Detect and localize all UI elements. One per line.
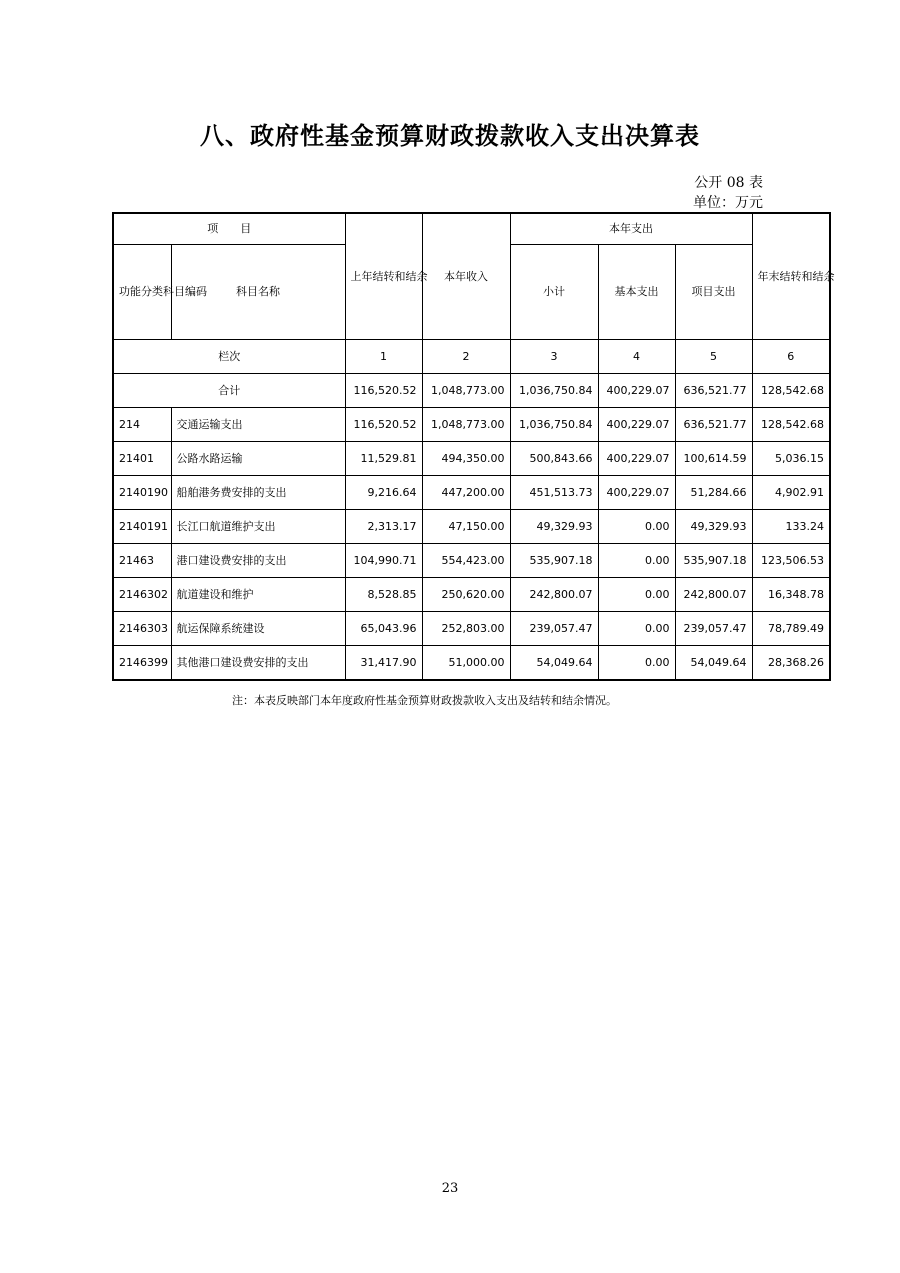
row-code: 2140191 [113, 510, 171, 544]
row-code: 2146399 [113, 646, 171, 681]
row-value: 0.00 [598, 612, 675, 646]
row-value: 1,048,773.00 [422, 408, 510, 442]
row-code: 2140190 [113, 476, 171, 510]
row-value: 47,150.00 [422, 510, 510, 544]
row-value: 535,907.18 [510, 544, 598, 578]
total-label: 合计 [113, 374, 345, 408]
header-subject-name: 科目名称 [171, 245, 345, 340]
column-index-num: 4 [598, 340, 675, 374]
header-income: 本年收入 [422, 213, 510, 340]
row-value: 242,800.07 [510, 578, 598, 612]
row-value: 400,229.07 [598, 408, 675, 442]
column-index-num: 1 [345, 340, 422, 374]
row-value: 252,803.00 [422, 612, 510, 646]
row-value: 0.00 [598, 578, 675, 612]
table-row [113, 510, 830, 544]
budget-table [112, 212, 835, 681]
header-project-expense: 项目支出 [675, 245, 752, 340]
row-value: 250,620.00 [422, 578, 510, 612]
row-value: 500,843.66 [510, 442, 598, 476]
total-value: 400,229.07 [598, 374, 675, 408]
row-value: 11,529.81 [345, 442, 422, 476]
column-index-num: 3 [510, 340, 598, 374]
table-row [113, 442, 830, 476]
column-index-row [113, 340, 830, 374]
row-value: 554,423.00 [422, 544, 510, 578]
unit-label: 单位：万元 [693, 195, 763, 211]
row-code: 21401 [113, 442, 171, 476]
column-index-num: 2 [422, 340, 510, 374]
row-value: 2,313.17 [345, 510, 422, 544]
row-value: 0.00 [598, 646, 675, 681]
row-value: 100,614.59 [675, 442, 752, 476]
row-name: 长江口航道维护支出 [171, 510, 345, 544]
row-value: 123,506.53 [752, 544, 830, 578]
header-expense: 本年支出 [510, 213, 752, 245]
row-value: 494,350.00 [422, 442, 510, 476]
row-value: 65,043.96 [345, 612, 422, 646]
row-value: 0.00 [598, 544, 675, 578]
header-prev-balance: 上年结转和结余 [345, 213, 422, 340]
row-value: 447,200.00 [422, 476, 510, 510]
row-name: 港口建设费安排的支出 [171, 544, 345, 578]
row-value: 51,000.00 [422, 646, 510, 681]
total-value: 1,048,773.00 [422, 374, 510, 408]
row-code: 214 [113, 408, 171, 442]
row-name: 交通运输支出 [171, 408, 345, 442]
row-value: 31,417.90 [345, 646, 422, 681]
row-value: 116,520.52 [345, 408, 422, 442]
row-code: 2146302 [113, 578, 171, 612]
row-code: 21463 [113, 544, 171, 578]
table-row [113, 578, 830, 612]
row-name: 其他港口建设费安排的支出 [171, 646, 345, 681]
row-name: 航道建设和维护 [171, 578, 345, 612]
row-value: 51,284.66 [675, 476, 752, 510]
row-value: 400,229.07 [598, 476, 675, 510]
row-value: 4,902.91 [752, 476, 830, 510]
row-value: 0.00 [598, 510, 675, 544]
row-value: 242,800.07 [675, 578, 752, 612]
header-basic: 基本支出 [598, 245, 675, 340]
header-end-balance: 年末结转和结余 [752, 213, 830, 340]
row-value: 1,036,750.84 [510, 408, 598, 442]
row-name: 航运保障系统建设 [171, 612, 345, 646]
row-value: 400,229.07 [598, 442, 675, 476]
row-code: 2146303 [113, 612, 171, 646]
row-value: 133.24 [752, 510, 830, 544]
column-index-num: 6 [752, 340, 830, 374]
table-row [113, 544, 830, 578]
row-value: 9,216.64 [345, 476, 422, 510]
header-project: 项 目 [113, 213, 345, 245]
row-value: 49,329.93 [510, 510, 598, 544]
column-index-label: 栏次 [113, 340, 345, 374]
row-value: 54,049.64 [510, 646, 598, 681]
header-func-code: 功能分类科目编码 [113, 245, 171, 340]
row-value: 636,521.77 [675, 408, 752, 442]
page-title: 八、政府性基金预算财政拨款收入支出决算表 [200, 121, 700, 150]
row-value: 451,513.73 [510, 476, 598, 510]
total-row [113, 374, 830, 408]
table-row [113, 612, 830, 646]
row-value: 128,542.68 [752, 408, 830, 442]
row-name: 船舶港务费安排的支出 [171, 476, 345, 510]
row-value: 28,368.26 [752, 646, 830, 681]
row-value: 239,057.47 [510, 612, 598, 646]
total-value: 116,520.52 [345, 374, 422, 408]
total-value: 636,521.77 [675, 374, 752, 408]
table-row [113, 476, 830, 510]
row-value: 78,789.49 [752, 612, 830, 646]
table-row [113, 646, 830, 681]
form-number: 公开 08 表 [694, 175, 763, 191]
row-value: 535,907.18 [675, 544, 752, 578]
total-value: 128,542.68 [752, 374, 830, 408]
total-value: 1,036,750.84 [510, 374, 598, 408]
row-name: 公路水路运输 [171, 442, 345, 476]
header-subtotal: 小计 [510, 245, 598, 340]
row-value: 49,329.93 [675, 510, 752, 544]
row-value: 16,348.78 [752, 578, 830, 612]
row-value: 239,057.47 [675, 612, 752, 646]
row-value: 5,036.15 [752, 442, 830, 476]
row-value: 104,990.71 [345, 544, 422, 578]
column-index-num: 5 [675, 340, 752, 374]
table-row [113, 408, 830, 442]
row-value: 8,528.85 [345, 578, 422, 612]
row-value: 54,049.64 [675, 646, 752, 681]
table-note: 注：本表反映部门本年度政府性基金预算财政拨款收入支出及结转和结余情况。 [232, 694, 617, 707]
page-number: 23 [441, 1181, 459, 1196]
